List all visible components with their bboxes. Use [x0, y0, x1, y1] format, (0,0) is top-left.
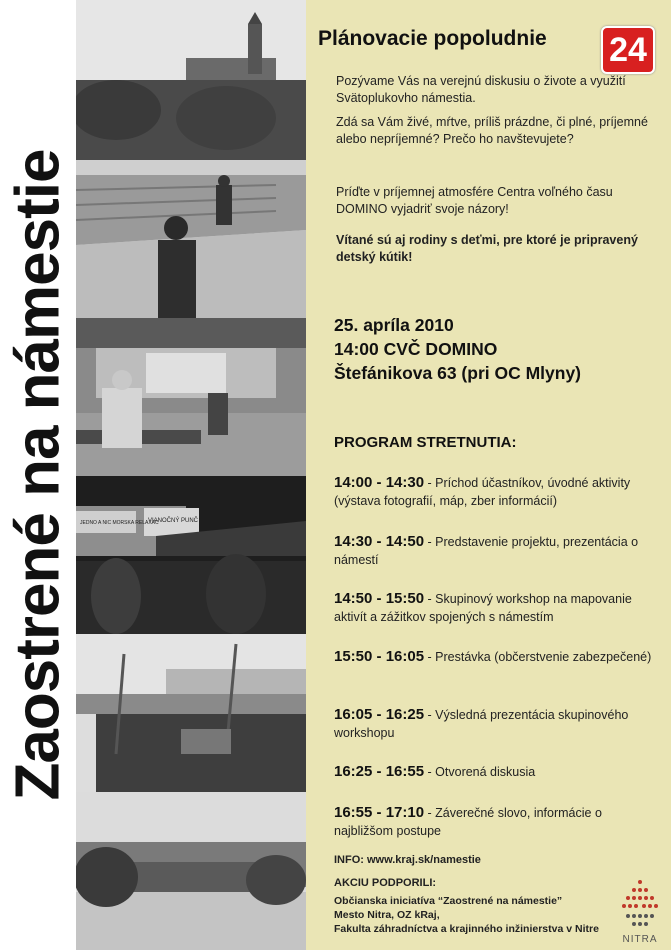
- logo-24: 24: [601, 26, 655, 74]
- program-item: [334, 648, 664, 666]
- program-time: 16:55 - 17:10: [334, 804, 425, 821]
- supporters-heading: AKCIU PODPORILI:: [334, 877, 437, 889]
- photo-market: [76, 476, 306, 634]
- nitra-dots-icon: [617, 876, 663, 934]
- program-item: [334, 590, 664, 626]
- program-desc: - Výsledná prezentácia skupinového workshopu: [334, 708, 629, 740]
- vertical-title: Zaostrené na námestie: [3, 149, 73, 801]
- program-desc: - Otvorená diskusia: [424, 765, 536, 779]
- program-heading: PROGRAM STRETNUTIA:: [334, 434, 517, 451]
- program-item: [334, 763, 664, 781]
- photo-park: [76, 634, 306, 792]
- photo-column: [76, 0, 306, 950]
- nitra-logo: [617, 876, 663, 946]
- info-link[interactable]: INFO: www.kraj.sk/namestie: [334, 854, 481, 866]
- intro-paragraph-4: Vítané sú aj rodiny s deťmi, pre ktoré je pripravený detský kútik!: [336, 233, 638, 264]
- program-time: 16:25 - 16:55: [334, 763, 425, 780]
- program-desc: - Predstavenie projektu, prezentácia o námestí: [334, 535, 639, 567]
- program-time: 14:00 - 14:30: [334, 474, 425, 491]
- program-item: [334, 474, 664, 510]
- program-time: 16:05 - 16:25: [334, 706, 425, 723]
- program-time: 15:50 - 16:05: [334, 648, 425, 665]
- event-time-place: 14:00 CVČ DOMINO: [334, 339, 498, 359]
- event-address: Štefánikova 63 (pri OC Mlyny): [334, 363, 582, 383]
- program-item: [334, 533, 664, 569]
- intro-paragraph-3: Príďte v príjemnej atmosfére Centra voľného času DOMINO vyjadriť svoje názory!: [336, 185, 613, 216]
- photo-castle-steps: [76, 0, 306, 318]
- program-desc: - Skupinový workshop na mapovanie aktivít a zážitkov spojených s námestím: [334, 592, 632, 624]
- vertical-title-band: [0, 0, 76, 950]
- photo-square: [76, 792, 306, 950]
- supporter-line: Fakulta záhradníctva a krajinného inžinierstva v Nitre: [334, 923, 599, 935]
- stall-sign: VIANOČNÝ PUNČ: [148, 518, 199, 524]
- page-title: Plánovacie popoludnie: [318, 27, 547, 50]
- program-time: 14:30 - 14:50: [334, 533, 425, 550]
- program-desc: - Prestávka (občerstvenie zabezpečené): [424, 650, 652, 664]
- program-time: 14:50 - 15:50: [334, 590, 425, 607]
- program-item: [334, 706, 664, 742]
- program-desc: - Príchod účastníkov, úvodné aktivity (výstava fotografií, máp, zber informácií): [334, 476, 631, 508]
- supporter-line: Mesto Nitra, OZ kRaj,: [334, 909, 440, 921]
- photo-bench: [76, 318, 306, 476]
- program-item: [334, 804, 664, 840]
- stall-sign-left: JEDNO A NIC MORSKA RELAXAC: [80, 520, 159, 526]
- info-panel: [306, 0, 671, 950]
- intro-paragraph-2: Zdá sa Vám živé, mŕtve, príliš prázdne, či plné, príjemné alebo nepríjemné? Prečo ho navštevujete?: [336, 115, 648, 146]
- supporter-line: Občianska iniciatíva “Zaostrené na námestie”: [334, 895, 563, 907]
- nitra-logo-text: NITRA: [622, 934, 658, 945]
- intro-paragraph-1: Pozývame Vás na verejnú diskusiu o živote a využití Svätoplukovho námestia.: [336, 74, 626, 105]
- program-desc: - Záverečné slovo, informácie o najbližšom postupe: [334, 806, 602, 838]
- event-date: 25. apríla 2010: [334, 315, 454, 335]
